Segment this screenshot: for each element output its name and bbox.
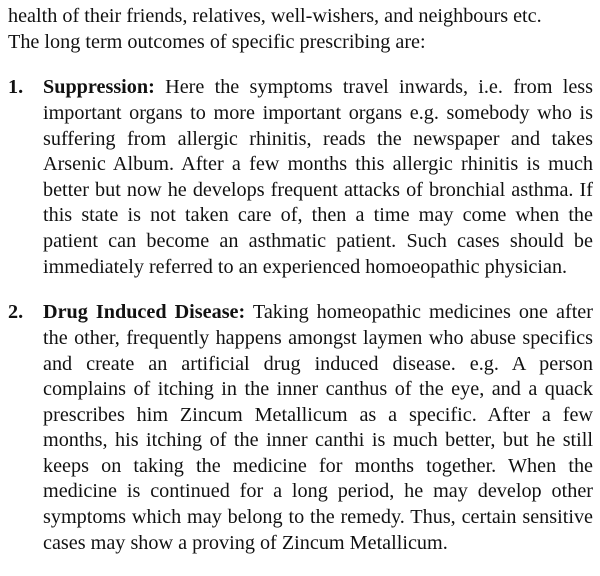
list-item-drug-induced-disease	[8, 300, 593, 556]
item-text: Taking homeopathic medicines one after the other, frequently happens amongst laymen who abuse specifics and create an artificial drug induced disease. e.g. A person complains of itching in the inner canthus of the eye, and a quack prescribes him Zincum Metallicum as a specific. After a few months, his itching of the inner canthi is much better, but he still keeps on taking the medicine for months together. When the medicine is continued for a long period, he may develop other symptoms which may belong to the remedy. Thus, certain sensitive cases may show a proving of Zincum Metallicum.	[43, 301, 593, 554]
intro-line-2: The long term outcomes of specific prescribing are:	[8, 30, 426, 53]
item-number: 2.	[8, 301, 24, 324]
intro-line-1: health of their friends, relatives, well-wishers, and neighbours etc.	[8, 5, 542, 27]
item-body	[43, 300, 593, 556]
item-text: Here the symptoms travel inwards, i.e. from less important organs to more important organs e.g. somebody who is suffering from allergic rhinitis, reads the newspaper and takes Arsenic Album. After a few months this allergic rhinitis is much better but now he develops frequent attacks of bronchial asthma. If this state is not taken care of, then a time may come when the patient can become an asthmatic patient. Such cases should be immediately referred to an experienced homoeopathic physician.	[43, 76, 593, 278]
item-body	[43, 75, 593, 280]
item-number: 1.	[8, 76, 24, 99]
item-title: Drug Induced Disease:	[43, 301, 246, 324]
item-title: Suppression:	[43, 76, 155, 99]
document-page	[8, 4, 593, 576]
list-item-suppression	[8, 75, 593, 280]
